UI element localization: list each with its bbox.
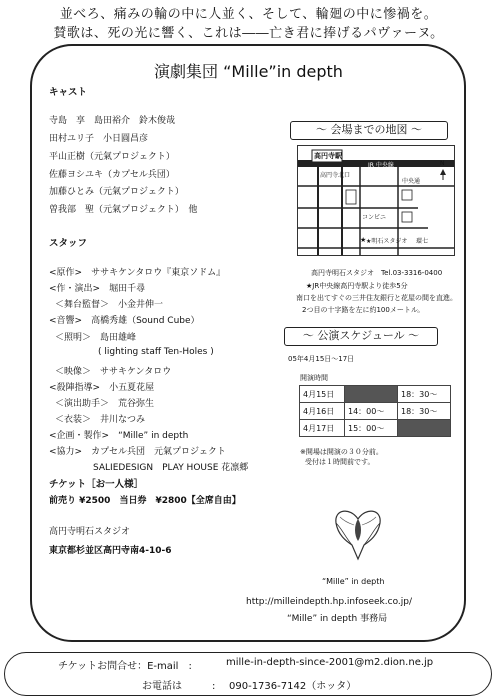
cast-line: 寺島 享 島田裕介 鈴木俊哉	[49, 116, 176, 126]
header-line-2: 賛歌は、死の光に響く、これは――亡き君に捧げるパヴァーヌ。	[53, 26, 444, 41]
map-jr-line: JR 中央線	[368, 162, 394, 169]
schedule-row	[300, 420, 451, 437]
map-label: 環七	[416, 238, 429, 245]
map-access-2: 南口を出てすぐの三井住友銀行と花屋の間を直進。	[296, 294, 457, 302]
map-section-label: ～ 会場までの地図 ～	[290, 121, 448, 140]
map-label: ★明石スタジオ	[366, 238, 408, 245]
svg-text:★: ★	[360, 236, 367, 244]
schedule-section-label: ～ 公演スケジュール ～	[284, 327, 438, 346]
contact-phone-label: お電話は :	[142, 681, 216, 692]
contact-email-label: チケットお問合せ：E-mail :	[58, 661, 192, 672]
schedule-table	[299, 385, 451, 437]
ticket-prices: 前売り ¥2500 当日券 ¥2800【全席自由】	[49, 496, 241, 506]
schedule-row	[300, 403, 451, 420]
cast-line: 平山正樹（元氣プロジェクト）	[49, 152, 175, 162]
staff-line: ＜照明＞ 島田雄峰	[55, 333, 137, 343]
staff-line: SALIEDESIGN PLAY HOUSE 花凛郷	[93, 463, 249, 473]
schedule-time-header: 開演時間	[300, 374, 328, 382]
schedule-matinee	[345, 386, 398, 403]
map-label: コンビニ	[362, 214, 387, 221]
cast-line: 曽我部 聖（元氣プロジェクト） 他	[49, 205, 198, 215]
venue-name: 高円寺明石スタジオ	[49, 527, 131, 537]
schedule-date: 4月17日	[300, 420, 345, 437]
staff-line: <音響> 高橋秀雄（Sound Cube）	[49, 316, 200, 326]
schedule-evening	[398, 420, 451, 437]
contact-phone[interactable]: 090-1736-7142（ホッタ）	[229, 681, 357, 692]
cast-heading: キャスト	[49, 87, 88, 98]
cast-line: 佐藤ヨシユキ（カプセル兵団）	[49, 170, 175, 180]
schedule-period: 05年4月15日～17日	[288, 355, 355, 363]
staff-line: <殺陣指導> 小五夏花屋	[49, 383, 155, 393]
schedule-evening: 18：30～	[398, 403, 451, 420]
staff-heading: スタッフ	[49, 238, 88, 249]
staff-line: ＜舞台監督＞ 小金井伸一	[55, 300, 164, 310]
schedule-note-1: ※開場は開演の３０分前。	[300, 448, 383, 456]
page-title: 演劇集団 “Mille”in depth	[154, 62, 343, 81]
schedule-date: 4月16日	[300, 403, 345, 420]
winged-emblem-icon	[330, 505, 386, 563]
emblem-caption: “Mille” in depth	[322, 577, 385, 586]
contact-email[interactable]: mille-in-depth-since-2001@m2.dion.ne.jp	[226, 657, 434, 668]
schedule-note-2: 受付は１時間前です。	[305, 458, 375, 466]
staff-line: <企画・製作> “Mille” in depth	[49, 431, 189, 441]
venue-address: 東京都杉並区高円寺南4-10-6	[49, 546, 172, 556]
tickets-heading: チケット［お一人様］	[49, 479, 144, 490]
map-label: 中央通	[402, 178, 421, 185]
header-line-1: 並べろ、痛みの輪の中に人並く、そして、輪廻の中に惨禍を。	[59, 7, 438, 22]
map-north-label: N	[440, 160, 445, 167]
schedule-row	[300, 386, 451, 403]
staff-line: ＜演出助手＞ 荒谷弥生	[55, 399, 155, 409]
schedule-matinee: 15：00～	[345, 420, 398, 437]
schedule-matinee: 14：00～	[345, 403, 398, 420]
schedule-evening: 18：30～	[398, 386, 451, 403]
schedule-date: 4月15日	[300, 386, 345, 403]
map-station: 高円寺駅	[314, 152, 342, 160]
cast-line: 田村ユリ子 小日圓昌彦	[49, 134, 149, 144]
staff-line: <作・演出> 堀田千尋	[49, 284, 146, 294]
map-access-3: 2つ目の十字路を左に約100メートル。	[302, 306, 425, 314]
venue-map	[297, 145, 455, 256]
staff-line: <原作> ササキケンタロウ『東京ソドム』	[49, 268, 226, 278]
map-venue-line: 高円寺明石スタジオ Tel.03-3316-0400	[311, 269, 443, 277]
cast-line: 加藤ひとみ（元氣プロジェクト）	[49, 187, 184, 197]
staff-line: ＜衣装＞ 井川なつみ	[55, 415, 146, 425]
website-url[interactable]: http://milleindepth.hp.infoseek.co.jp/	[246, 597, 413, 607]
map-access-1: ★JR中央線高円寺駅より徒歩5分	[306, 282, 408, 290]
staff-line: ＜映像＞ ササキケンタロウ	[55, 367, 172, 377]
staff-line: <協力> カプセル兵団 元氣プロジェクト	[49, 447, 226, 457]
map-label: 高円寺北口	[320, 172, 351, 179]
staff-line: ( lighting staff Ten-Holes )	[98, 347, 214, 357]
office-name: “Mille” in depth 事務局	[287, 614, 388, 624]
